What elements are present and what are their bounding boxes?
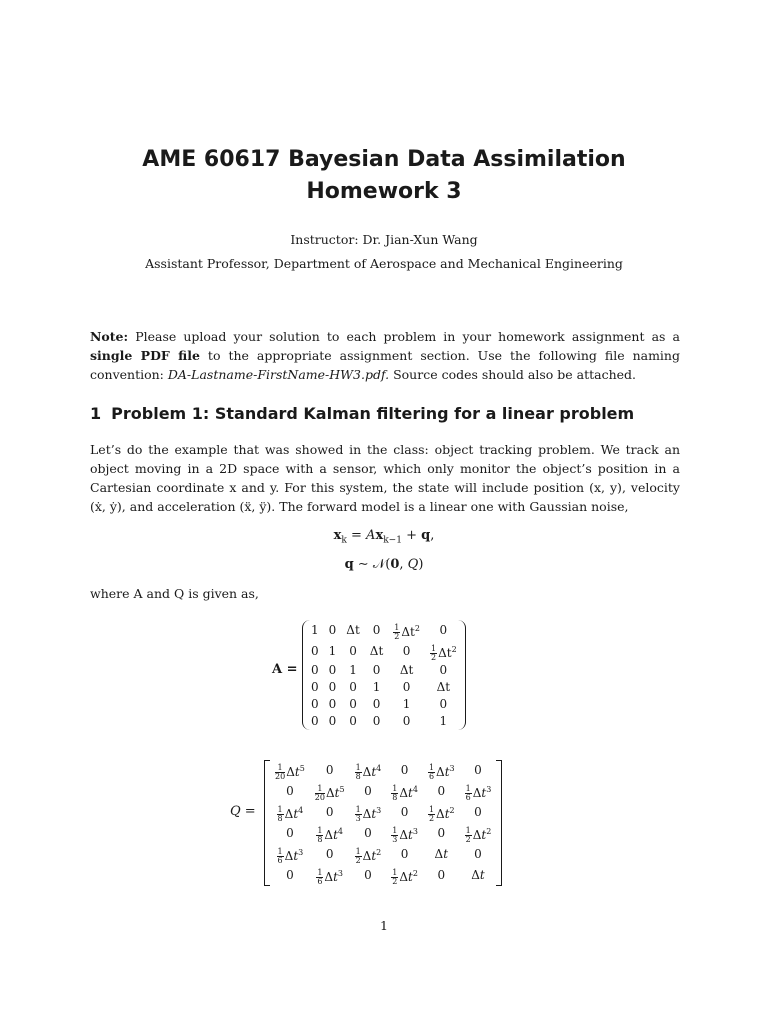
matrix-q-label: Q = bbox=[230, 804, 256, 819]
note-text-2: to the appropriate assignment section. Use the following file naming convention: bbox=[90, 348, 680, 382]
forward-model-equation: $x_k = Ax_{k-1} + q$, bbox=[333, 528, 435, 546]
note-text-1: Please upload your solution to each problem in your homework assignment as a bbox=[128, 329, 680, 344]
note-label: Note: bbox=[90, 329, 129, 344]
note-bold-1: single PDF file bbox=[90, 348, 200, 363]
affiliation: Assistant Professor, Department of Aerospace and Mechanical Engineering bbox=[145, 256, 623, 271]
note-text-3: Source codes should also be attached. bbox=[389, 367, 637, 382]
instructor: Instructor: Dr. Jian-Xun Wang bbox=[290, 232, 478, 247]
note-paragraph bbox=[90, 327, 680, 384]
title-line-2: Homework 3 bbox=[306, 179, 462, 204]
section-heading bbox=[90, 404, 634, 423]
matrix-a: 1 0 Δt 0 $\frac{1}{2}$ $\Delta t^2$ 0 0 1 0 Δt 0 $\frac{1}{2}$ $\Delta t^2$ 0 0 1 0 Δt 0 0 0 0 1 0 Δt 0 0 0 0 1 0 0 0 0 0 0 1 bbox=[306, 620, 462, 730]
where-text: where A and Q is given as, bbox=[90, 586, 259, 601]
page-number: 1 bbox=[380, 918, 388, 933]
section-title: Problem 1: Standard Kalman filtering for a linear problem bbox=[111, 404, 635, 423]
matrix-a-label: A = bbox=[272, 662, 298, 677]
noise-equation: q ∼ 𝒩(0, Q) bbox=[344, 557, 424, 572]
problem-paragraph: Let’s do the example that was showed in the class: object tracking problem. We track an object moving in a 2D space with a sensor, which only monitor the object’s position in a Cartesian coordinate x and y. For this system, the state will include position (x, y), velocity (ẋ, ẏ), and acceleration (ẍ, ÿ). The forward model is a linear one with Gaussian noise, bbox=[90, 442, 680, 514]
section-number: 1 bbox=[90, 404, 102, 423]
note-filename: DA-Lastname-FirstName-HW3.pdf. bbox=[167, 367, 390, 382]
matrix-q: $\frac{1}{20}$ $\Delta t^5$ 0 $\frac{1}{8}$ $\Delta t^4$ 0 $\frac{1}{6}$ $\Delta t^3$ 0 0 $\frac{1}{20}$ $\Delta t^5$ 0 $\frac{1}{8}$ $\Delta t^4$ 0 $\frac{1}{6}$ $\Delta t^3$ $\frac{1}{8}$ $\Delta t^4$ 0 $\frac{1}{3}$ $\Delta t^3$ 0 $\frac{1}{2}$ $\Delta t^2$ 0 0 $\frac{1}{8}$ $\Delta t^4$ 0 $\frac{1}{3}$ $\Delta t^3$ 0 $\frac{1}{2}$ $\Delta t^2$ $\frac{1}{6}$ $\Delta t^3$ 0 $\frac{1}{2}$ $\Delta t^2$ 0 Δt 0 0 $\frac{1}{6}$ $\Delta t^3$ 0 $\frac{1}{2}$ $\Delta t^2$ 0 Δt bbox=[270, 760, 496, 886]
title-line-1: AME 60617 Bayesian Data Assimilation bbox=[142, 147, 626, 172]
